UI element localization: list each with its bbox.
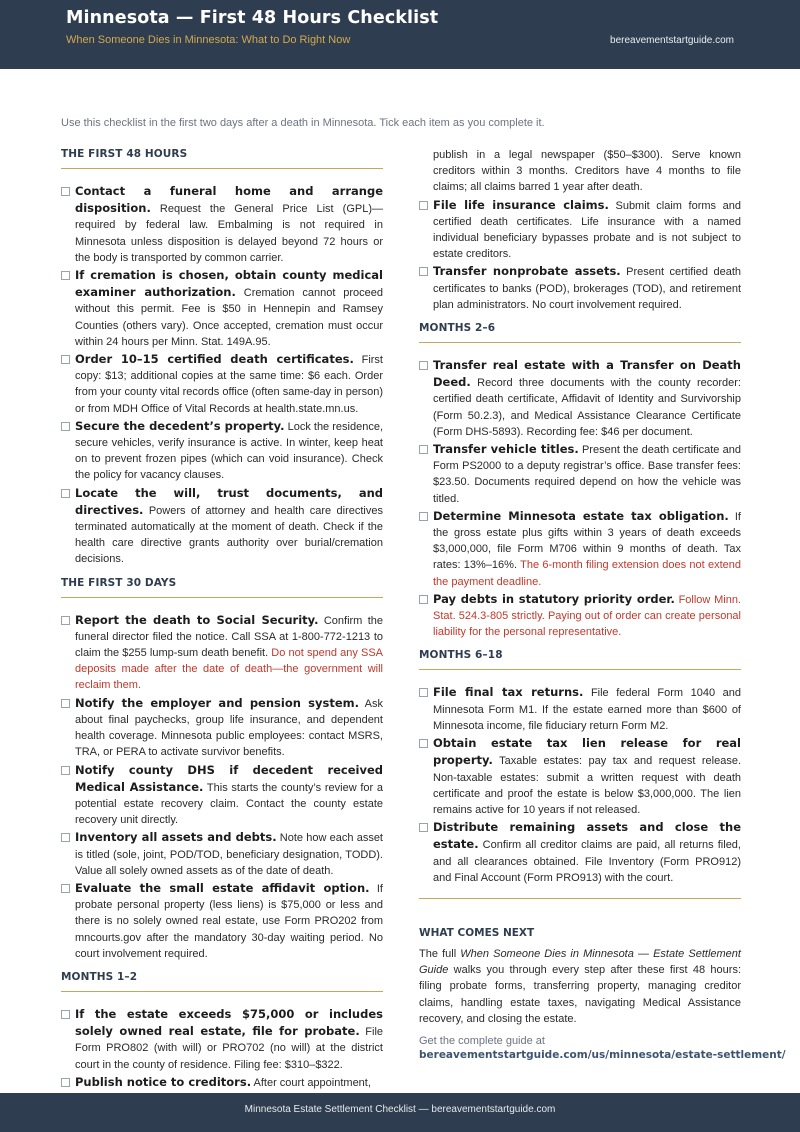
item-text: Lock the residence, secure vehicles, verify insurance is active. In winter, keep heat on to prevent frozen pipes (which can void insurance). Check the policy for vacancy clauses.: [75, 420, 383, 482]
item-lead: Distribute remaining assets and close the estate.: [433, 820, 741, 852]
what-comes-next-heading: WHAT COMES NEXT: [419, 926, 535, 939]
checkbox[interactable]: [419, 267, 428, 276]
checkbox[interactable]: [419, 201, 428, 210]
checklist-item: [419, 441, 741, 507]
section-heading-months-6-18: MONTHS 6–18: [419, 649, 503, 662]
checklist-item: [61, 612, 383, 694]
guide-title: When Someone Dies in Minnesota — Estate Settlement Guide: [419, 947, 741, 977]
checklist-item: [419, 819, 741, 886]
left-column: [61, 148, 383, 1092]
item-lead: Pay debts in statutory priority order.: [433, 591, 675, 606]
item-lead: Inventory all assets and debts.: [75, 830, 277, 845]
section-heading-first-48-hours: THE FIRST 48 HOURS: [61, 148, 188, 160]
checklist-item: [61, 351, 383, 417]
item-lead: Evaluate the small estate affidavit option.: [75, 880, 370, 895]
item-text: Present certified death certificates to banks (POD), brokerages (TOD), and retirement plan administrators. No court involvement required.: [433, 266, 741, 311]
item-lead: If the estate exceeds $75,000 or includes solely owned real estate, file for probate.: [75, 1006, 383, 1039]
item-lead: If cremation is chosen, obtain county medical examiner authorization.: [75, 268, 383, 300]
checklist-item: [61, 829, 383, 879]
item-text: Confirm the funeral director filed the notice. Call SSA at 1-800-772-1213 to claim the $255 lump-sum death benefit.: [75, 614, 383, 660]
item-lead: Notify the employer and pension system.: [75, 695, 359, 710]
what-comes-next-text: The full When Someone Dies in Minnesota — Estate Settlement Guide walks you through every step after these first 48 hours: filing probate forms, transferring property, managing creditor claims, handling estate taxes, navigating Medical Assistance recovery, and closing the estate.: [419, 947, 741, 1025]
header-site-link[interactable]: bereavementstartguide.com: [610, 35, 734, 46]
checklist-item: [61, 762, 383, 829]
checklist-item: [61, 695, 383, 761]
checkbox[interactable]: [419, 823, 428, 832]
item-text: After court appointment,: [253, 1076, 371, 1089]
checklist-item: [61, 1006, 383, 1073]
checkbox[interactable]: [61, 833, 70, 842]
item-text: Submit claim forms and certified death certificates. Life insurance with a named individual beneficiary bypasses probate and is not subject to estate creditors.: [433, 199, 741, 261]
checklist-item: [61, 1074, 383, 1091]
item-lead: Transfer real estate with a Transfer on Death Deed.: [433, 358, 741, 390]
checklist-item: [419, 591, 741, 641]
checklist-item: [419, 357, 741, 440]
item-lead: Transfer nonprobate assets.: [433, 264, 621, 279]
item-lead: Order 10–15 certified death certificates.: [75, 352, 354, 367]
item-lead: Transfer vehicle titles.: [433, 442, 579, 457]
item-lead: Publish notice to creditors.: [75, 1074, 252, 1089]
checkbox[interactable]: [61, 489, 70, 498]
checkbox[interactable]: [61, 422, 70, 431]
item-text: This starts the county’s review for a potential estate recovery claim. Contact the county estate recovery unit directly.: [75, 781, 384, 827]
item-lead: File life insurance claims.: [433, 197, 609, 212]
checkbox[interactable]: [61, 271, 70, 280]
checkbox[interactable]: [419, 445, 428, 454]
item-lead: File final tax returns.: [433, 685, 584, 700]
section-divider: [419, 898, 741, 899]
checklist-item: [419, 508, 741, 590]
section-divider: [61, 597, 383, 598]
item-warning: Do not spend any SSA deposits made after the date of death—the government will reclaim them.: [75, 647, 384, 692]
item-text: Request the General Price List (GPL)—required by federal law. Embalming is not required in Minnesota unless disposition is delayed beyond 72 hours or the body is transported by common carrier.: [75, 203, 383, 264]
item-lead: Contact a funeral home and arrange disposition.: [75, 184, 383, 216]
checkbox[interactable]: [61, 884, 70, 893]
checklist-item: [61, 880, 383, 962]
item-warning: Follow Minn. Stat. 524.3-805 strictly. Paying out of order can create personal liability for the personal representative.: [433, 593, 741, 639]
checklist-item: [419, 684, 741, 734]
item-text: File federal Form 1040 and Minnesota Form M1. If the estate earned more than $600 of Minnesota income, file fiduciary return Form M2.: [433, 687, 741, 732]
item-text: Powers of attorney and health care directives terminated automatically at the moment of death. Check if the health care directive grants authority over burial/cremation decisions.: [75, 504, 383, 566]
document-title: Minnesota — First 48 Hours Checklist: [66, 8, 439, 28]
item-text: Ask about final paychecks, group life insurance, and dependent health coverage. Minnesota public employees: contact MSRS, TRA, or PERA to activate survivor benefits.: [75, 697, 383, 759]
item-lead: Determine Minnesota estate tax obligation.: [433, 508, 729, 523]
checkbox[interactable]: [61, 616, 70, 625]
item-lead: Notify county DHS if decedent received Medical Assistance.: [75, 762, 383, 794]
item-text: File Form PRO802 (with will) or PRO702 (no will) at the district court in the county of residence. Filing fee: $310–$322.: [75, 1026, 384, 1071]
checklist-item: [61, 267, 383, 350]
item-lead: Secure the decedent’s property.: [75, 418, 285, 433]
item-lead: Report the death to Social Security.: [75, 612, 319, 627]
checkbox[interactable]: [419, 595, 428, 604]
section-heading-first-30-days: THE FIRST 30 DAYS: [61, 576, 177, 589]
right-column: [419, 147, 786, 1061]
checklist-item: [61, 183, 383, 266]
item-continuation: publish in a legal newspaper ($50–$300). Serve known creditors within 3 months. Creditors have 4 months to file claims; all claims barred 1 year after death.: [433, 149, 741, 194]
item-text: Present the death certificate and Form PS2000 to a deputy registrar’s office. Base transfer fees: $23.50. Documents required depend on how the vehicle was titled.: [433, 444, 741, 505]
checkbox[interactable]: [419, 361, 428, 370]
item-lead: Locate the will, trust documents, and directives.: [75, 485, 383, 517]
item-text: First copy: $13; additional copies at the same time: $6 each. Order from your county vital records office (often same-day in person) or from MDH Office of Vital Records at health.state.mn.us.: [75, 354, 383, 415]
get-guide-label: Get the complete guide at: [419, 1034, 545, 1047]
section-heading-months-2-6: MONTHS 2–6: [419, 322, 496, 335]
item-text: Note how each asset is titled (sole, joint, POD/TOD, beneficiary designation, TODD). Value all solely owned assets as of the date of death.: [75, 832, 383, 877]
section-divider: [419, 342, 741, 343]
item-text: If probate personal property (less liens) is $75,000 or less and there is no solely owned real estate, use Form PRO202 from mncourts.gov after the mandatory 30-day waiting period. No court involvement required.: [75, 882, 383, 960]
page-footer: Minnesota Estate Settlement Checklist — bereavementstartguide.com: [0, 1093, 800, 1132]
item-text: If the gross estate plus gifts within 3 years of death exceeds $3,000,000, file Form M706 within 9 months of death. Tax rates: 13%–16%.: [433, 510, 741, 572]
section-divider: [419, 669, 741, 670]
checklist-item: [419, 263, 741, 313]
item-text: Taxable estates: pay tax and request release. Non-taxable estates: submit a written request with death certificate and proof the estate is below $3,000,000. The lien remains active for 10 years if not released.: [433, 755, 741, 816]
checkbox[interactable]: [61, 1078, 70, 1087]
checkbox[interactable]: [61, 355, 70, 364]
checklist-item: [419, 735, 741, 818]
section-heading-months-1-2: MONTHS 1–2: [61, 970, 138, 983]
item-text: Confirm all creditor claims are paid, all returns filed, and all clearances obtained. File Inventory (Form PRO912) and Final Account (Form PRO913) with the court.: [433, 839, 741, 884]
checklist-item: [419, 197, 741, 263]
checkbox[interactable]: [419, 688, 428, 697]
guide-link[interactable]: bereavementstartguide.com/us/minnesota/estate-settlement/: [419, 1048, 786, 1061]
intro-text: Use this checklist in the first two days after a death in Minnesota. Tick each item as you complete it.: [61, 117, 545, 129]
checkbox[interactable]: [61, 766, 70, 775]
checkbox[interactable]: [61, 187, 70, 196]
checkbox[interactable]: [419, 512, 428, 521]
item-text: Cremation cannot proceed without this permit. Fee is $50 in Hennepin and Ramsey Counties (others vary). Once accepted, cremation must occur within 24 hours per Minn. Stat. 149A.95.: [75, 287, 383, 348]
item-warning: The 6-month filing extension does not extend the payment deadline.: [433, 559, 742, 588]
checklist-item: [61, 485, 383, 568]
section-divider: [61, 991, 383, 992]
page-header: [0, 0, 800, 69]
section-divider: [61, 168, 383, 169]
checkbox[interactable]: [61, 1010, 70, 1019]
document-subtitle: When Someone Dies in Minnesota: What to Do Right Now: [66, 34, 351, 46]
checklist-item: [61, 418, 383, 484]
checkbox[interactable]: [419, 739, 428, 748]
item-text: Record three documents with the county recorder: certified death certificate, Affidavit of Identity and Survivorship (Form 50.2.3), and Medical Assistance Clearance Certificate (Form DHS-5893). Recording fee: $46 per document.: [433, 377, 741, 438]
item-lead: Obtain estate tax lien release for real property.: [433, 736, 741, 768]
checkbox[interactable]: [61, 699, 70, 708]
